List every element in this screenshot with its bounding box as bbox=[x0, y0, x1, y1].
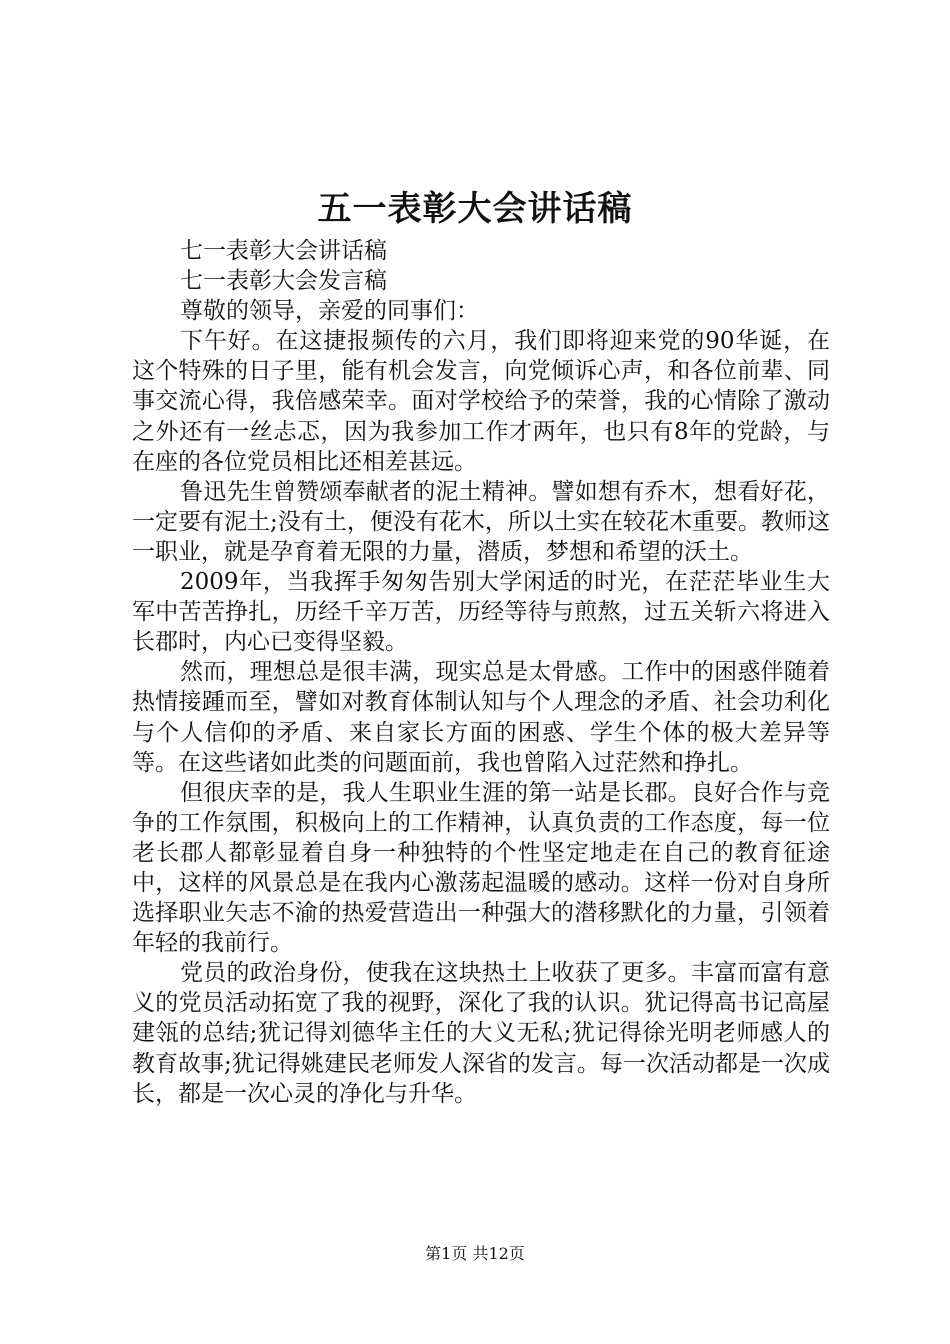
paragraph: 下午好。在这捷报频传的六月，我们即将迎来党的90华诞，在这个特殊的日子里，能有机会发言，向党倾诉心声，和各位前辈、同事交流心得，我倍感荣幸。面对学校给予的荣誉，我的心情除了激动之外还有一丝忐忑，因为我参加工作才两年，也只有8年的党龄，与在座的各位党员相比还相差甚远。 bbox=[132, 328, 830, 475]
paragraph: 七一表彰大会讲话稿 bbox=[180, 238, 387, 264]
paragraph: 然而，理想总是很丰满，现实总是太骨感。工作中的困惑伴随着热情接踵而至，譬如对教育体制认知与个人理念的矛盾、社会功利化与个人信仰的矛盾、来自家长方面的困惑、学生个体的极大差异等等。在这些诸如此类的问题面前，我也曾陷入过茫然和挣扎。 bbox=[132, 659, 830, 776]
paragraph: 但很庆幸的是，我人生职业生涯的第一站是长郡。良好合作与竞争的工作氛围，积极向上的工作精神，认真负责的工作态度，每一位老长郡人都彰显着自身一种独特的个性坚定地走在自己的教育征途中，这样的风景总是在我内心激荡起温暖的感动。这样一份对自身所选择职业矢志不渝的热爱营造出一种强大的潜移默化的力量，引领着年轻的我前行。 bbox=[132, 779, 830, 957]
document-title: 五一表彰大会讲话稿 bbox=[317, 189, 633, 229]
document-body bbox=[132, 236, 830, 1109]
paragraph: 七一表彰大会发言稿 bbox=[180, 268, 387, 295]
page-footer: 第1页 共12页 bbox=[425, 1244, 525, 1263]
paragraph: 鲁迅先生曾赞颂奉献者的泥土精神。譬如想有乔木，想看好花，一定要有泥土;没有土，便没有花木，所以土实在较花木重要。教师这一职业，就是孕育着无限的力量，潜质，梦想和希望的沃土。 bbox=[132, 478, 830, 565]
paragraph: 2009年，当我挥手匆匆告别大学闲适的时光，在茫茫毕业生大军中苦苦挣扎，历经千辛万苦，历经等待与煎熬，过五关斩六将进入长郡时，内心已变得坚毅。 bbox=[132, 569, 830, 656]
paragraph: 尊敬的领导，亲爱的同事们： bbox=[180, 298, 479, 325]
paragraph: 党员的政治身份，使我在这块热土上收获了更多。丰富而富有意义的党员活动拓宽了我的视野，深化了我的认识。犹记得高书记高屋建瓴的总结;犹记得刘德华主任的大义无私;犹记得徐光明老师感人的教育故事;犹记得姚建民老师发人深省的发言。每一次活动都是一次成长，都是一次心灵的净化与升华。 bbox=[132, 960, 830, 1107]
